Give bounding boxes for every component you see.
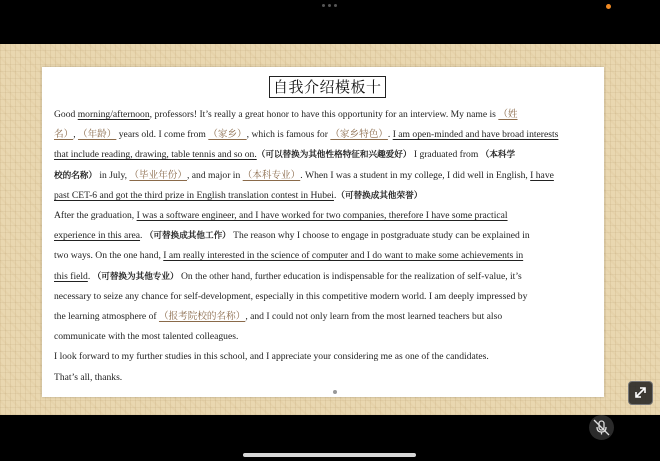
text-segment: I graduated from	[411, 149, 481, 160]
document-line	[54, 109, 518, 121]
text-segment: （可以替换为其他性格特征和兴趣爱好）	[256, 150, 412, 160]
document-line	[54, 372, 122, 384]
document-line	[54, 230, 530, 242]
text-segment: , which is famous for	[246, 129, 331, 140]
text-segment: Good	[54, 109, 78, 120]
text-segment: . When I was a student in my college, I did well in English,	[300, 170, 531, 181]
document-line	[54, 351, 489, 363]
text-segment: （家乡）	[208, 129, 247, 140]
status-dot	[606, 4, 611, 9]
text-segment: （年龄）	[77, 129, 117, 140]
text-segment: After the graduation,	[54, 210, 137, 221]
document-line	[54, 250, 523, 262]
text-segment: （姓	[498, 109, 518, 120]
text-segment: .	[387, 129, 393, 140]
text-segment: I look forward to my further studies in this school, and I appreciate your considering me as one of the candidates.	[54, 351, 489, 362]
expand-button[interactable]	[628, 381, 653, 405]
top-dots-indicator	[322, 4, 337, 7]
text-segment: .	[87, 271, 93, 282]
text-segment: （可替换成其他工作）	[144, 231, 231, 241]
text-segment: two ways. On the one hand,	[54, 250, 164, 261]
text-segment: that include reading, drawing, table tennis and so on.	[54, 149, 257, 160]
text-segment: I was a software engineer, and I have worked for two companies, therefore I have some practical	[136, 210, 508, 221]
text-segment: The reason why I choose to engage in postgraduate study can be explained in	[230, 230, 530, 241]
text-segment: years old. I come from	[116, 129, 209, 140]
text-segment: （毕业年份）	[129, 170, 187, 181]
text-segment: （家乡特色）	[330, 129, 388, 140]
text-segment: .	[333, 190, 337, 201]
text-segment: I am really interested in the science of computer and I do want to make some achievements in	[163, 250, 524, 261]
document-line	[54, 129, 558, 141]
text-segment: （可替换成其他荣誉）	[336, 191, 423, 201]
text-segment: .	[140, 230, 145, 241]
text-segment: necessary to seize any chance for self-development, especially in this competitive modern world. I am deeply impressed by	[54, 291, 528, 302]
page-indicator-dot	[333, 390, 337, 394]
text-segment: , and I could not only learn from the most learned teachers but also	[245, 311, 503, 322]
text-segment: ,	[73, 129, 78, 140]
home-indicator[interactable]	[243, 453, 416, 457]
microphone-button[interactable]	[589, 415, 614, 440]
text-segment: （本科学	[480, 150, 516, 160]
text-segment: morning/afternoon	[77, 109, 150, 120]
text-segment: That’s all, thanks.	[54, 372, 123, 383]
text-segment: communicate with the most talented colleagues.	[54, 331, 239, 342]
text-segment: I am open-minded and have broad interests	[392, 129, 559, 140]
microphone-icon	[589, 415, 614, 440]
text-segment: 名）	[54, 129, 74, 140]
document-line	[54, 170, 554, 182]
document-line	[54, 149, 515, 161]
document-line	[54, 210, 508, 222]
text-segment: this field	[54, 271, 88, 282]
document-line	[54, 190, 422, 202]
document-title: 自我介绍模板十	[269, 76, 386, 98]
text-segment: （本科专业）	[242, 170, 301, 181]
text-segment: , and major in	[186, 170, 243, 181]
document-line	[54, 331, 238, 343]
document-line	[54, 291, 527, 303]
text-segment: 校的名称）	[54, 171, 97, 181]
text-segment: in July,	[96, 170, 130, 181]
document-line	[54, 271, 522, 283]
expand-diagonal-icon	[629, 382, 652, 404]
text-segment: the learning atmosphere of	[54, 311, 159, 322]
text-segment: （可替换为其他专业）	[92, 272, 179, 282]
text-segment: （报考院校的名称）	[158, 311, 246, 322]
document-line	[54, 311, 502, 323]
text-segment: , professors! It’s really a great honor to have this opportunity for an interview. My name is	[149, 109, 499, 120]
text-segment: On the other hand, further education is indispensable for the realization of self-value, it’s	[178, 271, 522, 282]
text-segment: I have	[530, 170, 554, 181]
text-segment: past CET-6 and got the third prize in English translation contest in Hubei	[54, 190, 334, 201]
text-segment: experience in this area	[54, 230, 141, 241]
